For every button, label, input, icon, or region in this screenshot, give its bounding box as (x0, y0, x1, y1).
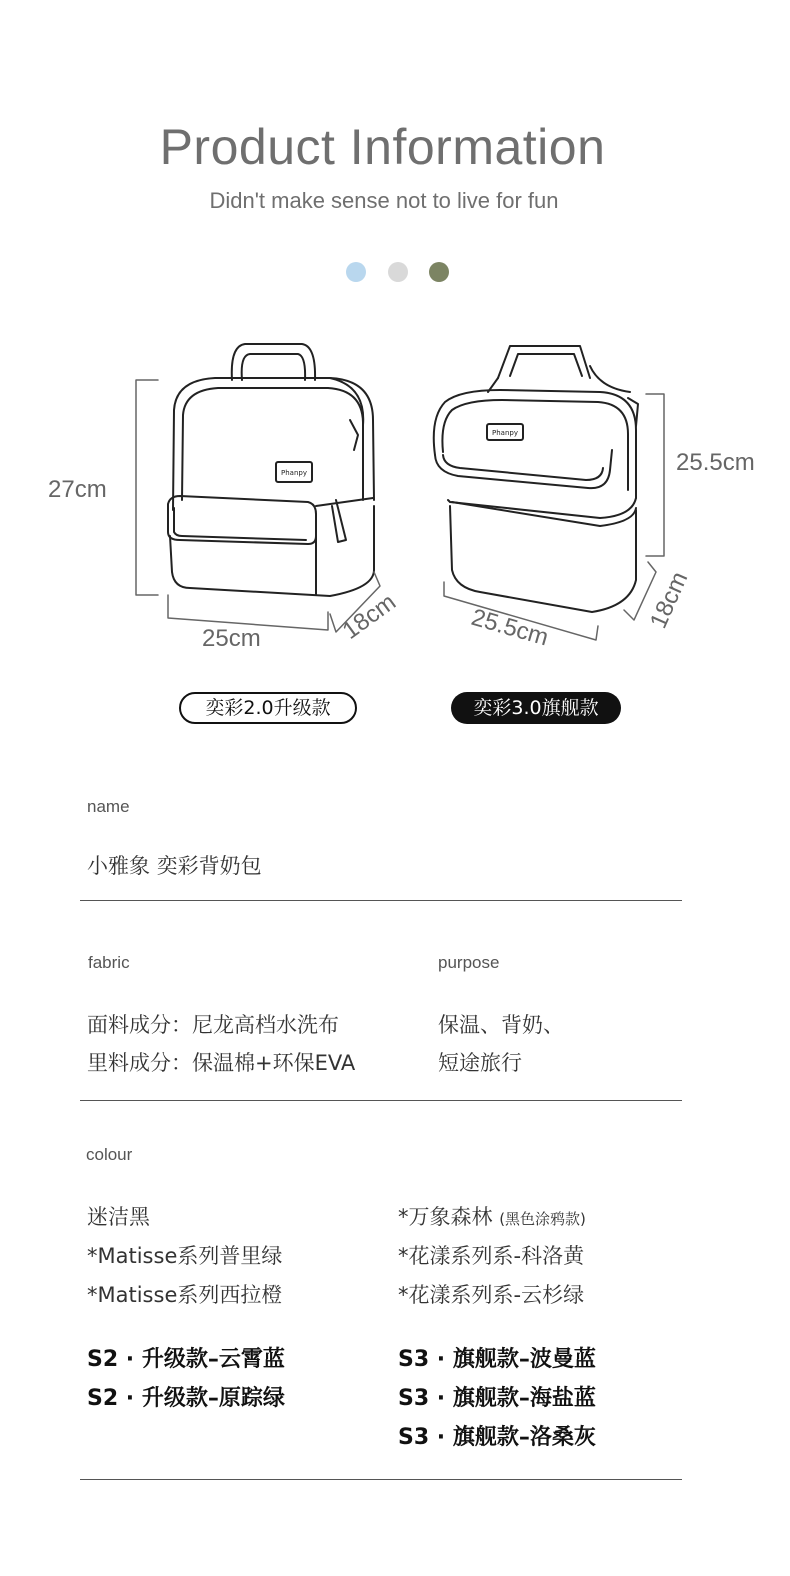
fabric-line-2: 里料成分：保温棉+环保EVA (87, 1051, 356, 1075)
colour-left-3: *Matisse系列西拉橙 (87, 1283, 283, 1307)
color-dot-blue (346, 262, 366, 282)
bag-v2-drawing (136, 344, 380, 632)
bag-dimension-illustration (40, 330, 780, 670)
s2-item-1: S2 · 升级款–云霄蓝 (87, 1347, 285, 1372)
color-dot-green (429, 262, 449, 282)
page-title: Product Information (159, 119, 606, 175)
divider-1 (80, 900, 682, 901)
bag2-depth-label: 18cm (644, 567, 694, 633)
bag1-depth-label: 18cm (337, 588, 402, 645)
name-value: 小雅象 奕彩背奶包 (87, 854, 262, 878)
s3-item-3: S3 · 旗舰款–洛桑灰 (398, 1425, 596, 1450)
page-subtitle: Didn't make sense not to live for fun (209, 188, 559, 213)
purpose-line-1: 保温、背奶、 (438, 1013, 564, 1037)
bag1-width-label: 25cm (202, 625, 261, 652)
name-label: name (87, 797, 130, 816)
bag2-width-label: 25.5cm (468, 603, 552, 652)
purpose-line-2: 短途旅行 (438, 1051, 522, 1075)
fabric-label: fabric (88, 953, 130, 972)
colour-left-1: 迷洁黑 (87, 1205, 150, 1229)
version-v2-badge: 奕彩2.0升级款 (179, 692, 357, 724)
colour-right-3: *花漾系列系-云杉绿 (398, 1283, 585, 1307)
divider-3 (80, 1479, 682, 1480)
color-dot-grey (388, 262, 408, 282)
divider-2 (80, 1100, 682, 1101)
colour-right-2: *花漾系列系-科洛黄 (398, 1244, 585, 1268)
version-v3-badge: 奕彩3.0旗舰款 (451, 692, 621, 724)
bag1-height-label: 27cm (48, 476, 107, 503)
brand-mark-bag2: Phanpy (492, 429, 518, 437)
brand-mark-bag1: Phanpy (281, 469, 307, 477)
colour-left-2: *Matisse系列普里绿 (87, 1244, 283, 1268)
s3-item-1: S3 · 旗舰款–波曼蓝 (398, 1347, 596, 1372)
colour-right-1 (398, 1198, 586, 1238)
colour-right-1-note: (黑色涂鸦款) (499, 1210, 586, 1228)
colour-label: colour (86, 1145, 133, 1164)
bag2-height-label: 25.5cm (676, 449, 755, 476)
purpose-label: purpose (438, 953, 500, 972)
s3-item-2: S3 · 旗舰款–海盐蓝 (398, 1386, 596, 1411)
s2-item-2: S2 · 升级款–原踪绿 (87, 1386, 285, 1411)
bag-v3-drawing (434, 346, 664, 640)
fabric-line-1: 面料成分：尼龙高档水洗布 (87, 1013, 339, 1037)
colour-right-1-name: *万象森林 (398, 1205, 493, 1229)
